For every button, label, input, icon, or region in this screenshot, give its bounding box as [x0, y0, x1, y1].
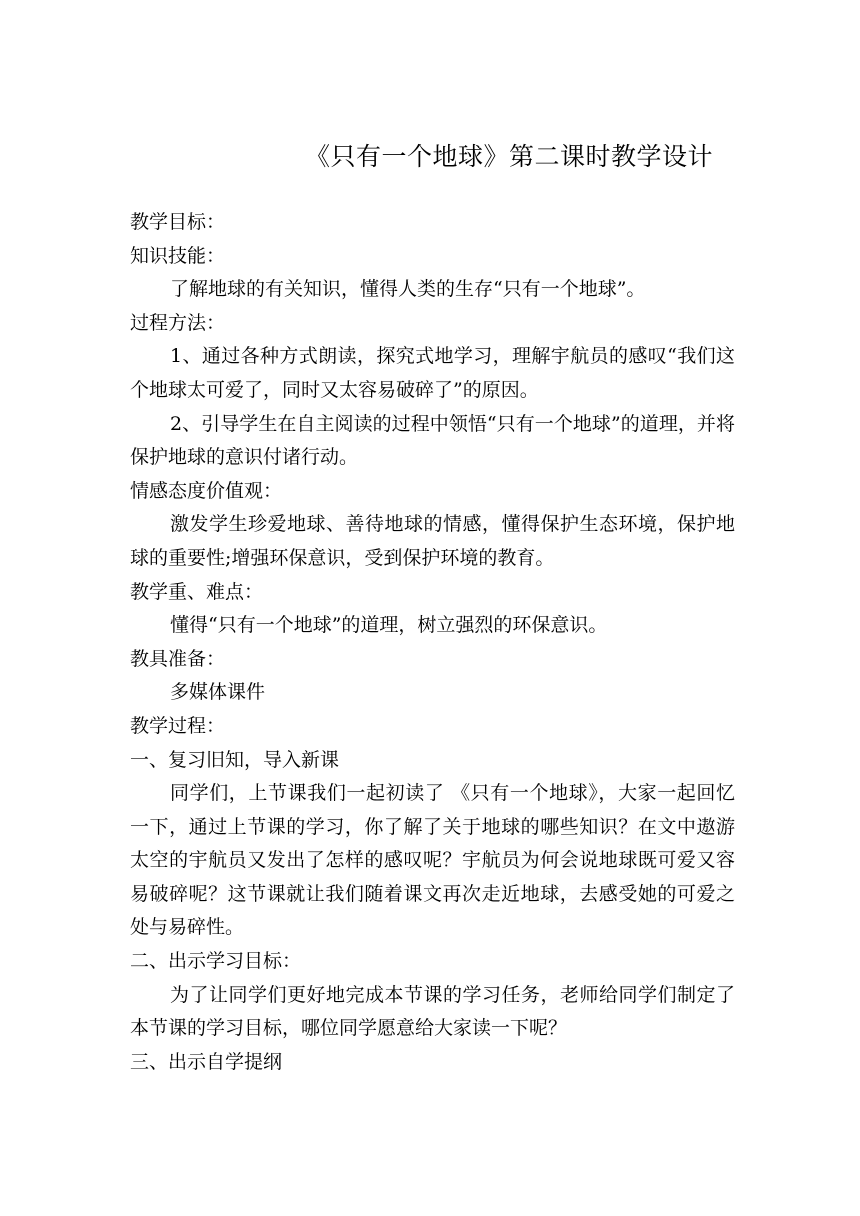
- heading-section-2: 二、出示学习目标：: [130, 950, 302, 973]
- paragraph-section-1: 同学们，上节课我们一起初读了 《只有一个地球》，大家一起回忆一下，通过上节课的学习，你了解了关于地球的哪些知识？在文中遨游太空的宇航员又发出了怎样的感叹呢？宇航员为何会说地球既可爱又容易破碎呢？这节课就让我们随着课文再次走近地球，去感受她的可爱之处与易碎性。: [130, 782, 735, 939]
- heading-teaching-aids: 教具准备：: [130, 647, 226, 670]
- paragraph-section-2: 为了让同学们更好地完成本节课的学习任务，老师给同学们制定了本节课的学习目标，哪位同学愿意给大家读一下呢？: [130, 983, 735, 1040]
- heading-process-methods: 过程方法：: [130, 311, 226, 334]
- heading-teaching-goals: 教学目标：: [130, 211, 226, 233]
- paragraph-method-2: 2、引导学生在自主阅读的过程中领悟“只有一个地球”的道理，并将保护地球的意识付诸行动。: [130, 412, 735, 469]
- heading-key-points: 教学重、难点：: [130, 580, 264, 603]
- heading-section-3: 三、出示自学提纲: [130, 1050, 283, 1073]
- paragraph-attitude: 激发学生珍爱地球、善待地球的情感，懂得保护生态环境，保护地球的重要性;增强环保意识，受到保护环境的教育。: [130, 513, 735, 569]
- heading-section-1: 一、复习旧知，导入新课: [130, 748, 340, 771]
- heading-attitude-values: 情感态度价值观：: [130, 479, 283, 502]
- document-body: [130, 206, 735, 1079]
- heading-teaching-process: 教学过程：: [130, 714, 226, 737]
- paragraph-knowledge: 了解地球的有关知识，懂得人类的生存“只有一个地球”。: [170, 278, 646, 301]
- document-title: 《只有一个地球》第二课时教学设计: [305, 142, 714, 171]
- paragraph-teaching-aids: 多媒体课件: [170, 681, 266, 704]
- paragraph-key-points: 懂得“只有一个地球”的道理，树立强烈的环保意识。: [170, 614, 608, 637]
- heading-knowledge-skills: 知识技能：: [130, 244, 226, 267]
- paragraph-method-1: 1、通过各种方式朗读，探究式地学习，理解宇航员的感叹“我们这个地球太可爱了，同时又太容易破碎了”的原因。: [130, 345, 735, 401]
